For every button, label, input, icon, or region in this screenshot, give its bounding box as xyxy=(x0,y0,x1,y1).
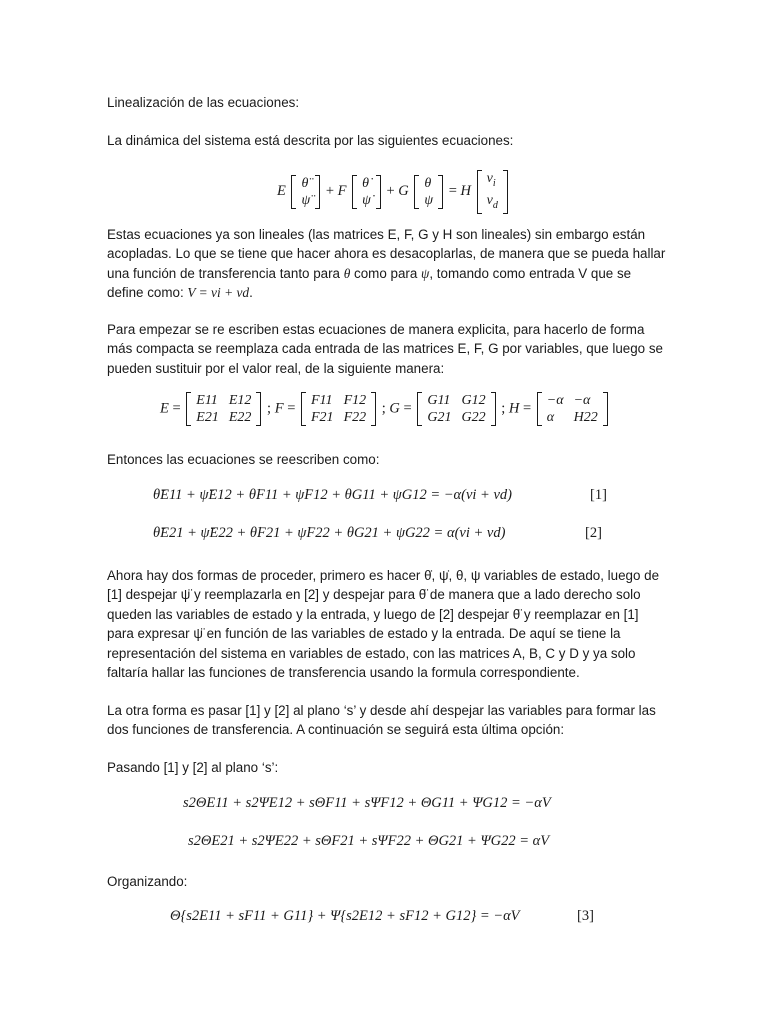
paragraph-rewrite: Entonces las ecuaciones se reescriben como: xyxy=(107,452,380,467)
equation-s-plane-1: s2ΘE11 + s2ΨE12 + sΘF11 + sΨF12 + ΘG11 + ΨG12 = −αV xyxy=(183,795,551,811)
equation-1-number: [1] xyxy=(590,487,607,503)
equation-1: θ̈E11 + ψ̈E12 + θ̇F11 + ψ̇F12 + θG11 + ψG12 = −α(vi + vd) xyxy=(153,487,512,503)
matrix-equation: E θ̈ ψ̈ + F θ̇ ψ̇ + G θ ψ = H $v_i$ $v_d$ xyxy=(277,170,510,214)
section-heading: Linealización de las ecuaciones: xyxy=(107,95,300,110)
paragraph-decoupling: Estas ecuaciones ya son lineales (las matrices E, F, G y H son lineales) sin embargo están acopladas. Lo que se tiene que hacer ahora es desacoplarlas, de manera que se pueda hallar una función de transferencia tanto para θ como para ψ, tomando como entrada V que se define como: V = vi + vd. xyxy=(107,227,666,301)
equation-2: θ̈E21 + ψ̈E22 + θ̇F21 + ψ̇F22 + θG21 + ψG22 = α(vi + vd) xyxy=(153,525,506,541)
equation-3: Θ{s2E11 + sF11 + G11} + Ψ{s2E12 + sF12 + G12} = −αV xyxy=(170,908,520,924)
paragraph-explicit: Para empezar se re escriben estas ecuaciones de manera explicita, para hacerlo de forma más compacta se reemplaza cada entrada de las matrices E, F, G por variables, que luego se pueden sustituir por el valor real, de la siguiente manera: xyxy=(107,322,663,376)
equation-2-number: [2] xyxy=(585,525,602,541)
equation-s-plane-2: s2ΘE21 + s2ΨE22 + sΘF21 + sΨF22 + ΘG21 + ΨG22 = αV xyxy=(188,833,550,849)
paragraph-intro: La dinámica del sistema está descrita por las siguientes ecuaciones: xyxy=(107,133,514,148)
paragraph-state-variables: Ahora hay dos formas de proceder, primero es hacer θ̇, ψ̇, θ, ψ variables de estado, luego de [1] despejar ψ̈ y reemplazarla en [2] y despejar para θ̈ de manera que a lado derecho solo queden las variables de estado y la entrada, y luego de [2] despejar θ̈ y reemplazar en [1] para expresar ψ̈ en función de las variables de estado y la entrada. De aquí se tiene la representación del sistema en variables de estado, con las matrices A, B, C y D y ya solo faltaría hallar las funciones de transferencia usando la formula correspondiente. xyxy=(107,568,660,681)
matrices-definition: E = E11 E12 E21 E22 ; F = F11 F12 F21 F22 ; G = G11 G12 G21 G22 ; H = −α −α α H22 xyxy=(160,392,610,426)
paragraph-s-plane: Pasando [1] y [2] al plano ‘s’: xyxy=(107,760,279,775)
equation-3-number: [3] xyxy=(577,908,594,924)
paragraph-organizing: Organizando: xyxy=(107,874,188,889)
paragraph-laplace: La otra forma es pasar [1] y [2] al plano ‘s’ y desde ahí despejar las variables para formar las dos funciones de transferencia. A continuación se seguirá esta última opción: xyxy=(107,703,656,738)
